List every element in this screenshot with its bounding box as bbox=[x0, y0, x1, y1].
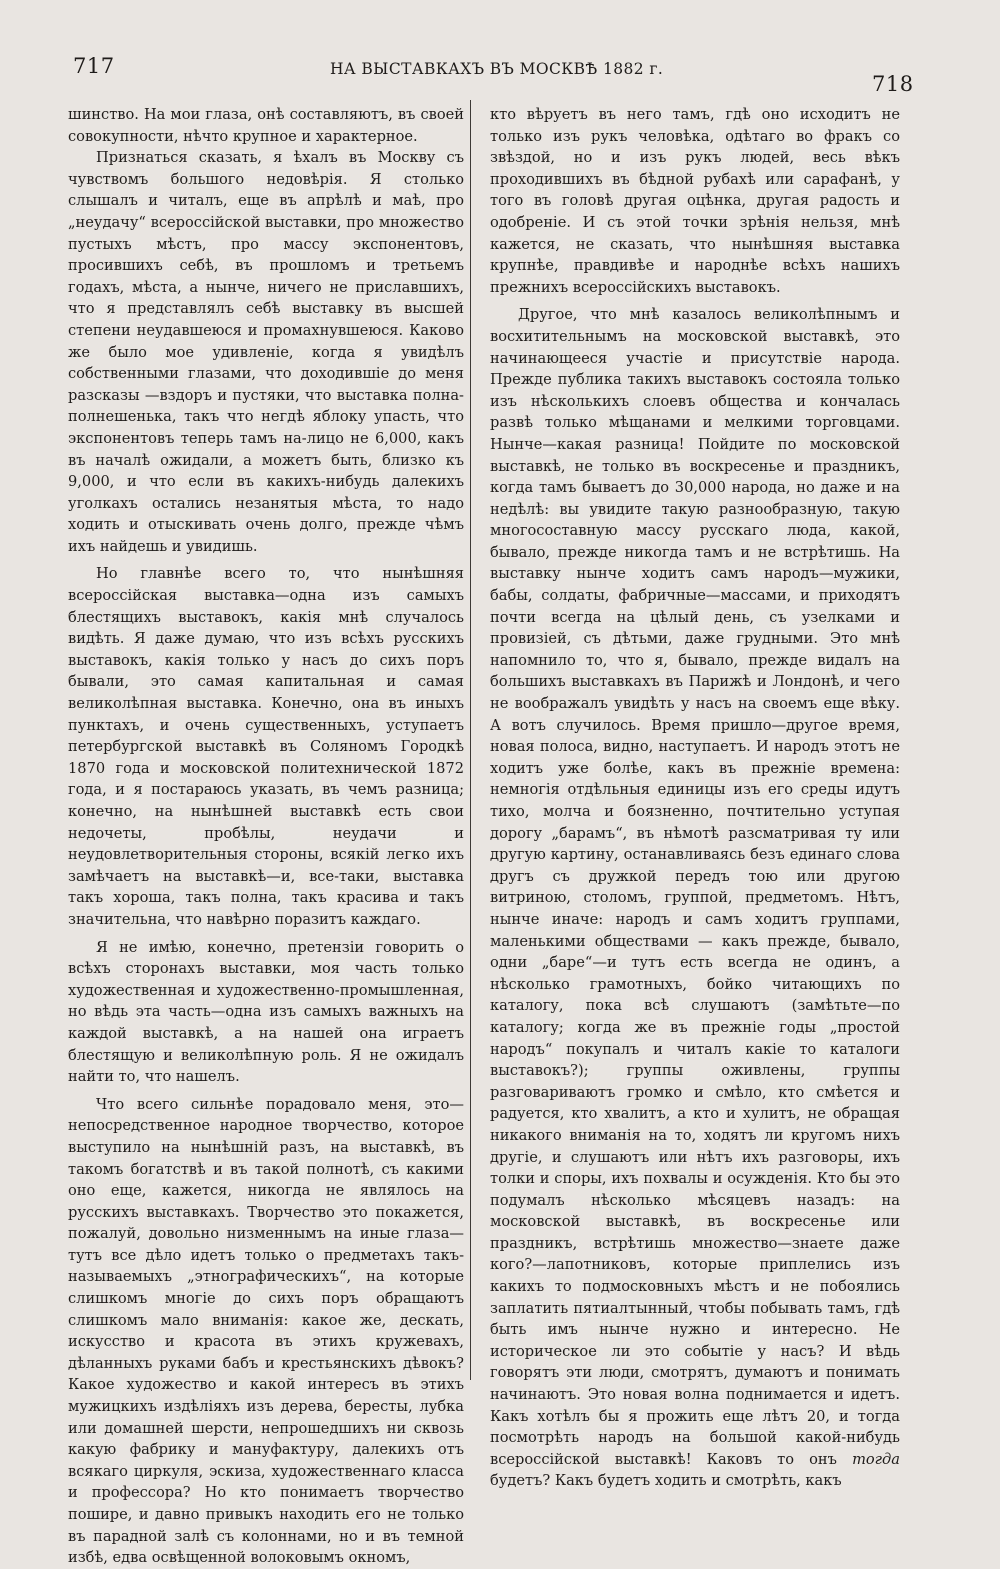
paragraph-tail: будетъ? Какъ будетъ ходить и смотрѣть, какъ bbox=[490, 1472, 842, 1490]
left-column bbox=[68, 104, 464, 1569]
paragraph bbox=[490, 304, 900, 1492]
running-title: НА ВЫСТАВКАХЪ ВЪ МОСКВѢ 1882 г. bbox=[330, 60, 664, 78]
paragraph: Я не имѣю, конечно, претензіи говорить о всѣхъ сторонахъ выставки, моя часть только художественная и художественно-промышленная, но вѣдь эта часть—одна изъ самыхъ важныхъ на каждой выставкѣ, а на нашей она играетъ блестящую и великолѣпную роль. Я не ожидалъ найти то, что нашелъ. bbox=[68, 938, 464, 1086]
column-divider bbox=[470, 100, 471, 1380]
paragraph: Что всего сильнѣе порадовало меня, это—непосредственное народное творчество, которое выступило на нынѣшній разъ, на выставкѣ, въ такомъ богатствѣ и въ такой полнотѣ, съ какими оно еще, кажется, никогда не являлось на русскихъ выставкахъ. Творчество это покажется, пожалуй, довольно низменнымъ на иные глаза—тутъ все дѣло идетъ только о предметахъ такъ-называемыхъ „этнографическихъ“, на которые слишкомъ многіе до сихъ поръ обращаютъ слишкомъ мало вниманія: какое же, дескать, искусство и красота въ этихъ кружевахъ, дѣланныхъ руками бабъ и крестьянскихъ дѣвокъ? Какое художество и какой интересъ въ этихъ мужицкихъ издѣліяхъ изъ дерева, бересты, лубка или домашней шерсти, непрошедшихъ ни сквозь какую фабрику и мануфактуру, далекихъ отъ всякаго циркуля, эскиза, художественнаго класса и профессора? Но кто понимаетъ творчество пошире, и давно привыкъ находить его не только въ парадной залѣ съ колоннами, но и въ темной избѣ, едва освѣщенной волоковымъ окномъ, bbox=[68, 1095, 464, 1567]
page-number-right: 718 bbox=[872, 72, 914, 96]
paragraph: Но главнѣе всего то, что нынѣшняя всероссійская выставка—одна изъ самыхъ блестящихъ выставокъ, какія мнѣ случалось видѣть. Я даже думаю, что изъ всѣхъ русскихъ выставокъ, какія только у насъ до сихъ поръ бывали, это самая капитальная и самая великолѣпная выставка. Конечно, она въ иныхъ пунктахъ, и очень существенныхъ, уступаетъ петербургской выставкѣ въ Соляномъ Городкѣ 1870 года и московской политехнической 1872 года, и я постараюсь указать, въ чемъ разница; конечно, на нынѣшней выставкѣ есть свои недочеты, пробѣлы, неудачи и неудовлетворительныя стороны, всякій легко ихъ замѣчаетъ на выставкѣ—и, все-таки, выставка такъ хороша, такъ полна, такъ красива и такъ значительна, что навѣрно поразитъ каждаго. bbox=[68, 565, 464, 928]
paragraph-text: Другое, что мнѣ казалось великолѣпнымъ и восхитительнымъ на московской выставкѣ, это начинающееся участіе и присутствіе народа. Прежде публика такихъ выставокъ состояла только изъ нѣсколькихъ слоевъ общества и кончалась развѣ только мѣщанами и мелкими торговцами. Нынче—какая разница! Пойдите по московской выставкѣ, не только въ воскресенье и праздникъ, когда тамъ бываетъ до 30,000 народа, но даже и на недѣлѣ: вы увидите такую разнообразную, такую многосоставную массу русскаго люда, какой, бывало, прежде никогда тамъ и не встрѣтишь. На выставку нынче ходитъ самъ народъ—мужики, бабы, солдаты, фабричные—массами, и приходятъ почти всегда на цѣлый день, съ узелками и провизіей, съ дѣтьми, даже грудными. Это мнѣ напомнило то, что я, бывало, прежде видалъ на большихъ выставкахъ въ Парижѣ и Лондонѣ, и чего не воображалъ увидѣть у насъ на своемъ еще вѣку. А вотъ случилось. Время пришло—другое время, новая полоса, видно, наступаетъ. И народъ этотъ не ходитъ уже болѣе, какъ въ прежніе времена: немногія отдѣльныя единицы изъ его среды идутъ тихо, молча и боязненно, почтительно уступая дорогу „барамъ“, въ нѣмотѣ разсматривая ту или другую картину, останавливаясь безъ единаго слова другъ съ дружкой передъ тою или другою витриною, столомъ, группой, предметомъ. Нѣтъ, нынче иначе: народъ и самъ ходитъ группами, маленькими обществами — какъ прежде, бывало, одни „баре“—и тутъ есть всегда не одинъ, а нѣсколько грамотныхъ, бойко читающихъ по каталогу, пока всѣ слушаютъ (замѣтьте—по каталогу; когда же въ прежніе годы „простой народъ“ покупалъ и читалъ какіе то каталоги выставокъ?); группы оживлены, группы разговариваютъ громко и смѣло, кто смѣется и радуется, кто хвалитъ, а кто и хулитъ, не обращая никакого вниманія на то, ходятъ ли кругомъ нихъ другіе, и слушаютъ или нѣтъ ихъ разговоры, ихъ толки и споры, ихъ похвалы и осужденія. Кто бы это подумалъ нѣсколько мѣсяцевъ назадъ: на московской выставкѣ, въ воскресенье или праздникъ, встрѣтишь множество—знаете даже кого?—лапотниковъ, которые приплелись изъ какихъ то подмосковныхъ мѣстъ и не побоялись заплатить пятиалтынный, чтобы побывать тамъ, гдѣ быть имъ нынче нужно и интересно. Не историческое ли это событіе у насъ? И вѣдь говорятъ эти люди, смотрятъ, думаютъ и понимать начинаютъ. Это новая волна поднимается и идетъ. Какъ хотѣлъ бы я прожить еще лѣтъ 20, и тогда посмотрѣть народъ на большой какой-нибудь всероссійской выставкѣ! Каковъ то онъ bbox=[490, 306, 900, 1468]
paragraph: шинство. На мои глаза, онѣ составляютъ, въ своей совокупности, нѣчто крупное и характерное. bbox=[68, 106, 464, 145]
page-header bbox=[0, 48, 1000, 98]
right-column bbox=[490, 104, 900, 1492]
paragraph: Признаться сказать, я ѣхалъ въ Москву съ чувствомъ большого недовѣрія. Я столько слышалъ и читалъ, еще въ апрѣлѣ и маѣ, про „неудачу“ всероссійской выставки, про множество пустыхъ мѣстъ, про массу экспонентовъ, просившихъ себѣ, въ прошломъ и третьемъ годахъ, мѣста, а нынче, ничего не приславшихъ, что я представлялъ себѣ выставку въ высшей степени неудавшеюся и промахнувшеюся. Каково же было мое удивленіе, когда я увидѣлъ собственными глазами, что доходившіе до меня разсказы —вздоръ и пустяки, что выставка полна-полнешенька, такъ что негдѣ яблоку упасть, что экспонентовъ теперь тамъ на-лицо не 6,000, какъ въ началѣ ожидали, а можетъ быть, близко къ 9,000, и что если въ какихъ-нибудь далекихъ уголкахъ остались незанятыя мѣста, то надо ходить и отыскивать очень долго, прежде чѣмъ ихъ найдешь и увидишь. bbox=[68, 149, 464, 555]
paragraph: кто вѣруетъ въ него тамъ, гдѣ оно исходитъ не только изъ рукъ человѣка, одѣтаго во фракъ со звѣздой, но и изъ рукъ людей, весь вѣкъ проходившихъ въ бѣдной рубахѣ или сарафанѣ, у того въ головѣ другая оцѣнка, другая радость и одобреніе. И съ этой точки зрѣнія нельзя, мнѣ кажется, не сказать, что нынѣшняя выставка крупнѣе, правдивѣе и народнѣе всѣхъ нашихъ прежнихъ всероссійскихъ выставокъ. bbox=[490, 106, 900, 296]
italic-word: тогда bbox=[852, 1450, 901, 1468]
page-number-left: 717 bbox=[73, 54, 115, 78]
